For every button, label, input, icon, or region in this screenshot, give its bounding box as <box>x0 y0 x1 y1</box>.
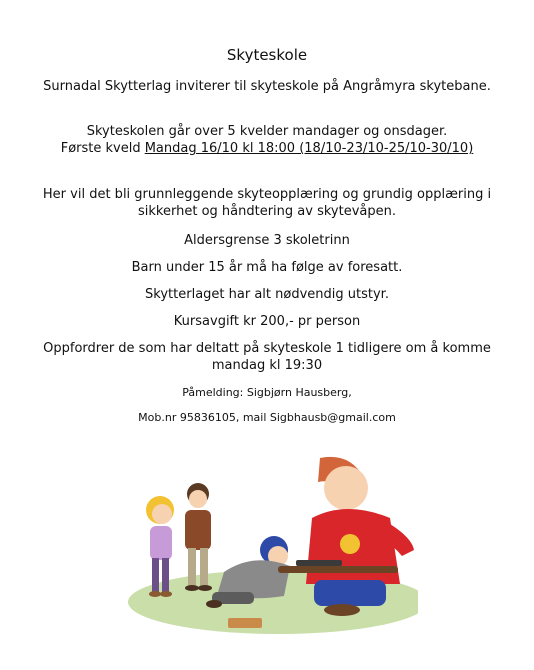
first-evening-dates: Mandag 16/10 kl 18:00 (18/10-23/10-25/10-30/10) <box>144 141 474 156</box>
returning-students-paragraph: Oppfordrer de som har deltatt på skyteskole 1 tidligere om å komme mandag kl 19:30 <box>43 341 491 373</box>
fee-paragraph: Kursavgift kr 200,- pr person <box>173 314 361 329</box>
ammo-box <box>228 618 262 628</box>
registration-contact: Påmelding: Sigbjørn Hausberg, <box>182 386 352 399</box>
guardian-paragraph: Barn under 15 år må ha følge av foresatt. <box>131 260 403 275</box>
shooting-school-illustration <box>128 452 418 648</box>
page-title: Skyteskole <box>226 46 308 64</box>
boy-figure <box>185 483 212 591</box>
intro-paragraph: Surnadal Skytterlag inviterer til skyteskole på Angråmyra skytebane. <box>43 79 491 94</box>
age-limit-paragraph: Aldersgrense 3 skoletrinn <box>184 233 350 248</box>
training-paragraph: Her vil det bli grunnleggende skyteopplæring og grundig opplæring i sikkerhet og håndtering av skytevåpen. <box>42 187 492 219</box>
equipment-paragraph: Skytterlaget har alt nødvendig utstyr. <box>145 287 389 302</box>
contact-details: Mob.nr 95836105, mail Sigbhausb@gmail.com <box>138 411 396 424</box>
schedule-line: Skyteskolen går over 5 kvelder mandager og onsdager. <box>86 124 448 139</box>
schedule-paragraph <box>40 123 494 157</box>
first-evening-label: Første kveld <box>60 141 145 156</box>
